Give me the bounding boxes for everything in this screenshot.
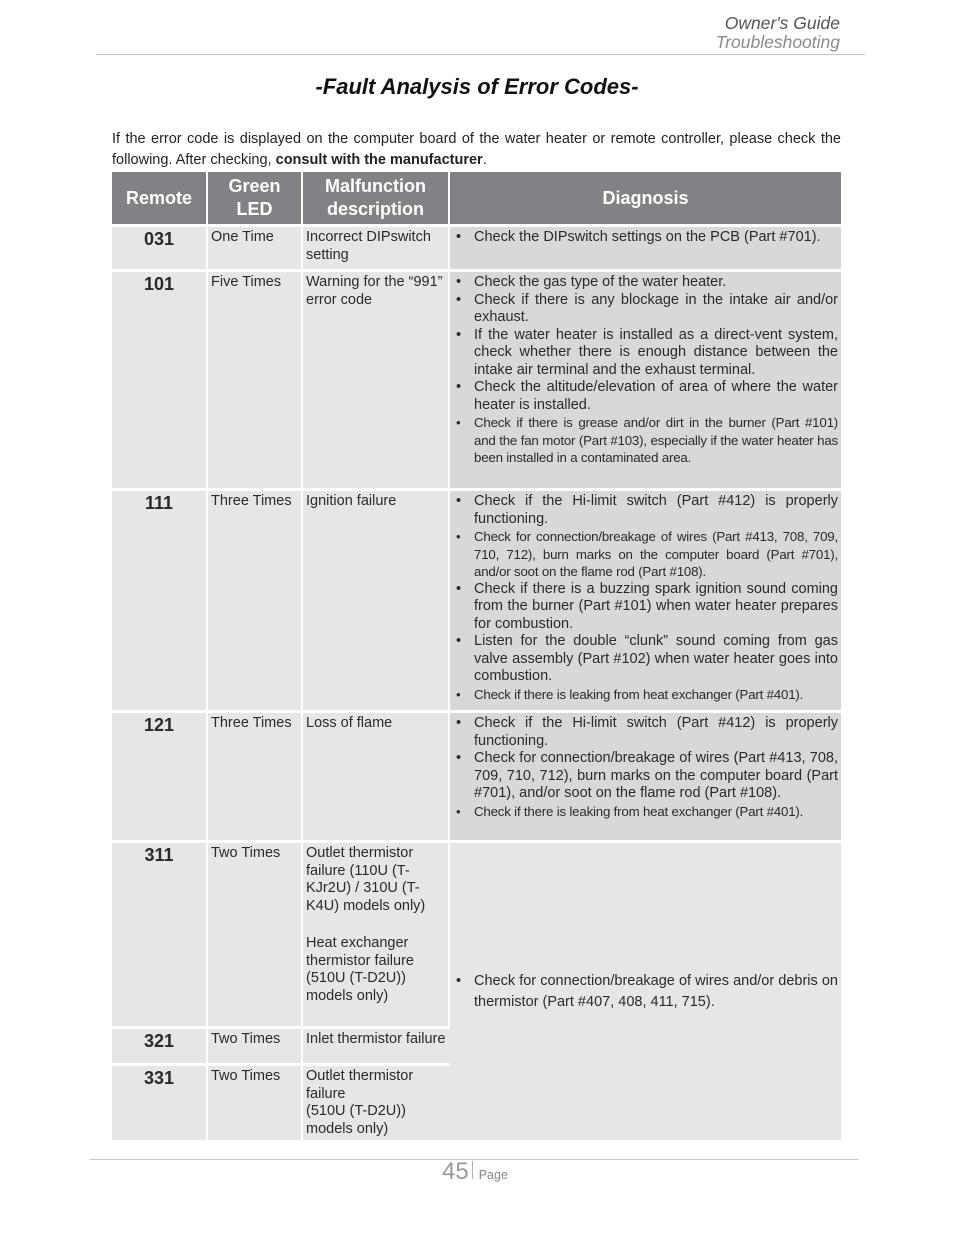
malfunction-description — [303, 1066, 450, 1143]
diagnosis-item: • Check for connection/breakage of wires and/or debris on thermistor (Part #407, 408, 411, 715). — [453, 971, 838, 1013]
diagnosis-item: • Check if there is any blockage in the intake air and/or exhaust. — [453, 292, 838, 327]
table-row — [112, 491, 841, 713]
diagnosis-item: • If the water heater is installed as a direct-vent system, check whether there is enough distance between the intake air terminal and the exhaust terminal. — [453, 327, 838, 380]
diagnosis-cell — [450, 227, 841, 272]
error-code: 331 — [112, 1066, 208, 1143]
diagnosis-item: • Listen for the double “clunk” sound coming from gas valve assembly (Part #102) when water heater goes into combustion. — [453, 633, 838, 686]
diagnosis-item: • Check if the Hi-limit switch (Part #412) is properly functioning. — [453, 715, 838, 750]
diagnosis-item: • Check if there is leaking from heat exchanger (Part #401). — [453, 686, 838, 704]
malfunction-description: Loss of flame — [303, 713, 450, 843]
malfunction-description: Ignition failure — [303, 491, 450, 713]
guide-title: Owner's Guide — [724, 13, 840, 33]
error-code-table — [112, 172, 841, 1143]
error-code: 111 — [112, 491, 208, 713]
header-diagnosis: Diagnosis — [450, 172, 841, 227]
running-header — [716, 13, 840, 51]
footer-separator — [472, 1161, 473, 1179]
diagnosis-item: • Check the altitude/elevation of area of where the water heater is installed. — [453, 379, 838, 414]
diagnosis-item: • Check if there is grease and/or dirt in the burner (Part #101) and the fan motor (Part #103), especially if the water heater has been installed in a contaminated area. — [453, 414, 838, 467]
led-blinks: Five Times — [208, 272, 303, 491]
error-code: 031 — [112, 227, 208, 272]
header-divider — [96, 54, 865, 55]
malfunction-description — [303, 843, 450, 1029]
led-blinks: Two Times — [208, 1066, 303, 1143]
intro-bold: consult with the manufacturer — [275, 152, 483, 168]
diagnosis-item: • Check for connection/breakage of wires (Part #413, 708, 709, 710, 712), burn marks on the computer board (Part #701), and/or soot on the flame rod (Part #108). — [453, 750, 838, 803]
led-blinks: Three Times — [208, 491, 303, 713]
table-header-row — [112, 172, 841, 227]
page-footer — [442, 1158, 508, 1186]
diagnosis-cell — [450, 272, 841, 491]
diagnosis-item: • Check the gas type of the water heater. — [453, 274, 838, 292]
led-blinks: Two Times — [208, 843, 303, 1029]
malfunction-text: Heat exchanger thermistor failure (510U (T-D2U)) models only) — [306, 935, 414, 1004]
diagnosis-cell — [450, 843, 841, 1143]
diagnosis-item: • Check for connection/breakage of wires (Part #413, 708, 709, 710, 712), burn marks on the computer board (Part #701), and/or soot on the flame rod (Part #108). — [453, 528, 838, 581]
error-code: 311 — [112, 843, 208, 1029]
error-code: 321 — [112, 1029, 208, 1066]
diagnosis-item: • Check if there is a buzzing spark ignition sound coming from the burner (Part #101) when water heater prepares for combustion. — [453, 581, 838, 634]
header-malfunction: Malfunction description — [303, 172, 450, 227]
malfunction-description: Inlet thermistor failure — [303, 1029, 450, 1066]
intro-paragraph — [112, 129, 841, 171]
error-code: 121 — [112, 713, 208, 843]
malfunction-text: Outlet thermistor failure — [306, 1068, 414, 1102]
malfunction-description: Incorrect DIPswitch setting — [303, 227, 450, 272]
diagnosis-item: • Check if there is leaking from heat exchanger (Part #401). — [453, 803, 838, 821]
table-row — [112, 227, 841, 272]
diagnosis-item: • Check if the Hi-limit switch (Part #412) is properly functioning. — [453, 493, 838, 528]
intro-end: . — [482, 152, 487, 168]
diagnosis-cell — [450, 713, 841, 843]
header-green-led: Green LED — [208, 172, 303, 227]
diagnosis-item: • Check the DIPswitch settings on the PCB (Part #701). — [453, 229, 838, 247]
led-blinks: One Time — [208, 227, 303, 272]
table-row — [112, 843, 841, 1029]
table-row — [112, 713, 841, 843]
led-blinks: Two Times — [208, 1029, 303, 1066]
header-remote: Remote — [112, 172, 208, 227]
section-title: Troubleshooting — [715, 32, 840, 52]
malfunction-text: Outlet thermistor failure (110U (T-KJr2U) / 310U (T-K4U) models only) — [306, 845, 426, 914]
table-row — [112, 272, 841, 491]
diagnosis-cell — [450, 491, 841, 713]
intro-text: If the error code is displayed on the computer board of the water heater or remote controller, please check the following. After checking, — [112, 131, 841, 168]
led-blinks: Three Times — [208, 713, 303, 843]
page-title: -Fault Analysis of Error Codes- — [315, 74, 639, 99]
error-code: 101 — [112, 272, 208, 491]
page-number: 45 — [442, 1158, 469, 1185]
malfunction-text: (510U (T-D2U)) models only) — [306, 1103, 406, 1137]
page-label: Page — [478, 1168, 508, 1182]
malfunction-description: Warning for the “991” error code — [303, 272, 450, 491]
